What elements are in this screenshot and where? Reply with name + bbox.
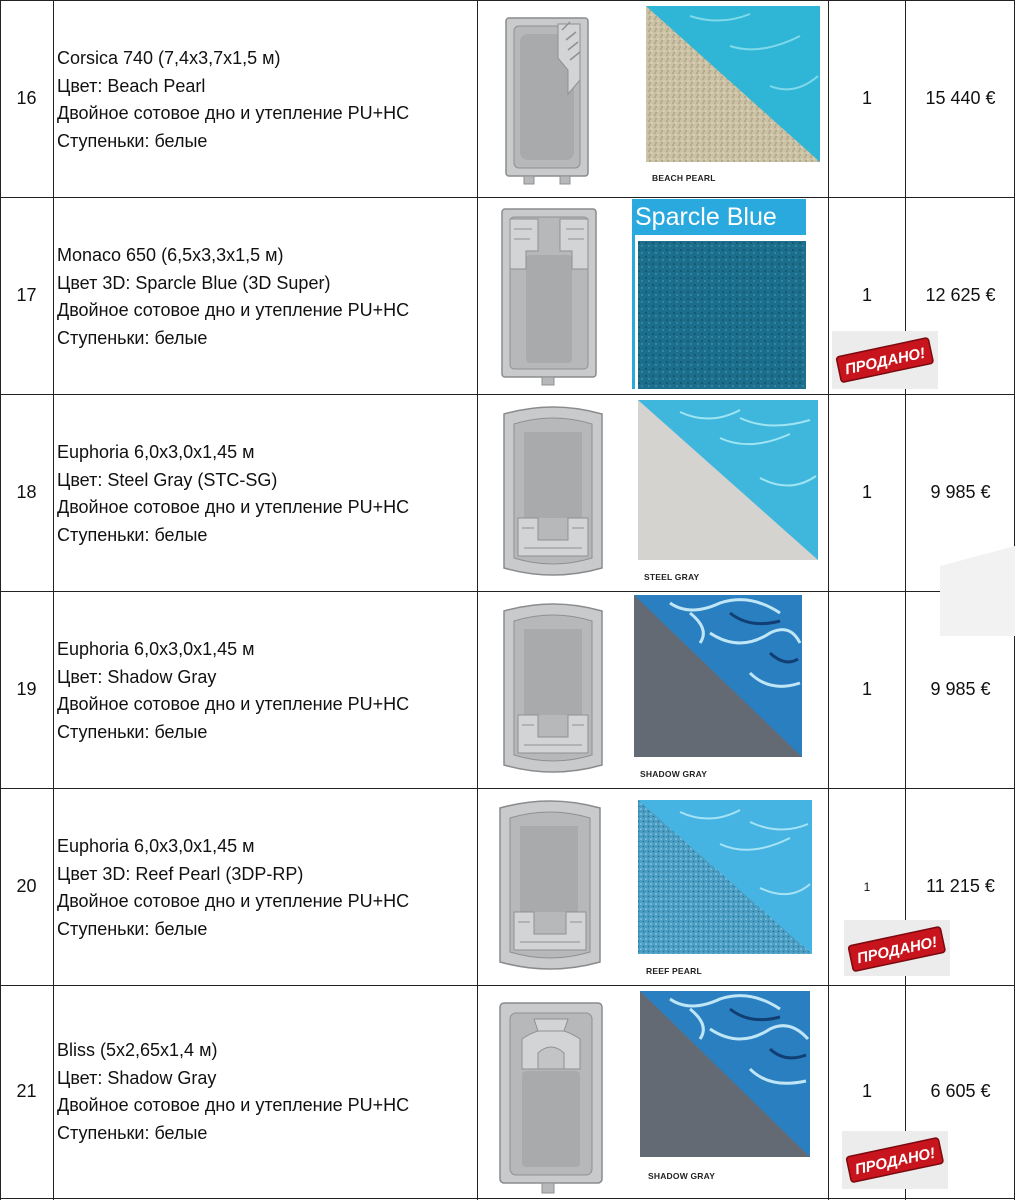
- pool-diagram-corsica: [478, 10, 628, 190]
- pool-color: Цвет 3D: Reef Pearl (3DP-RP): [57, 863, 304, 884]
- swatch-label: BEACH PEARL: [652, 173, 716, 183]
- table-row: [0, 985, 1015, 1198]
- pool-color: Цвет: Steel Gray (STC-SG): [57, 469, 278, 490]
- row-number: 21: [16, 1081, 37, 1101]
- color-swatch-beach-pearl: [630, 6, 827, 188]
- pool-diagram-euphoria: [478, 400, 628, 584]
- sold-sticker: [832, 331, 938, 389]
- pool-steps: Ступеньки: белые: [57, 918, 208, 939]
- pool-steps: Ступеньки: белые: [57, 721, 208, 742]
- pool-model: Corsica 740 (7,4х3,7х1,5 м): [57, 48, 281, 68]
- pool-steps: Ступеньки: белые: [57, 524, 208, 545]
- sold-label: ПРОДАНО!: [855, 933, 939, 968]
- quantity: 1: [863, 880, 871, 894]
- pool-color: Цвет: Beach Pearl: [57, 75, 206, 96]
- price: 9 985 €: [930, 482, 991, 502]
- pool-bottom: Двойное сотовое дно и утепление PU+HC: [57, 1095, 410, 1115]
- pool-diagram-monaco: [478, 205, 628, 387]
- pool-bottom: Двойное сотовое дно и утепление PU+HC: [57, 694, 410, 714]
- pool-model: Bliss (5х2,65х1,4 м): [57, 1040, 218, 1060]
- pool-description: [57, 636, 477, 746]
- pool-bottom: Двойное сотовое дно и утепление PU+HC: [57, 103, 410, 123]
- pool-description: [57, 242, 477, 352]
- pool-bottom: Двойное сотовое дно и утепление PU+HC: [57, 497, 410, 517]
- row-divider: [0, 1198, 1015, 1199]
- price: 11 215 €: [926, 876, 995, 896]
- row-number: 18: [16, 482, 37, 502]
- swatch-label: STEEL GRAY: [644, 572, 700, 582]
- table-row: [0, 0, 1015, 197]
- row-number: 17: [16, 285, 37, 305]
- price: 9 985 €: [930, 679, 991, 699]
- swatch-title: Sparcle Blue: [635, 203, 777, 231]
- quantity: 1: [861, 482, 872, 502]
- sold-sticker: [842, 1131, 948, 1189]
- price: 12 625 €: [925, 285, 996, 305]
- row-number: 16: [16, 88, 37, 108]
- swatch-label: SHADOW GRAY: [640, 769, 708, 779]
- pool-steps: Ступеньки: белые: [57, 130, 208, 151]
- pool-description: [57, 833, 477, 943]
- pool-steps: Ступеньки: белые: [57, 327, 208, 348]
- price: 6 605 €: [930, 1081, 991, 1101]
- table-row: [0, 788, 1015, 985]
- quantity: 1: [861, 1081, 872, 1101]
- pool-description: [57, 45, 477, 155]
- pool-description: [57, 439, 477, 549]
- color-swatch-steel-gray: [630, 398, 827, 584]
- sold-label: ПРОДАНО!: [843, 344, 927, 379]
- pool-model: Euphoria 6,0х3,0х1,45 м: [57, 442, 255, 462]
- row-number: 19: [16, 679, 37, 699]
- color-swatch-shadow-gray: [630, 989, 827, 1185]
- pool-model: Euphoria 6,0х3,0х1,45 м: [57, 639, 255, 659]
- pool-bottom: Двойное сотовое дно и утепление PU+HC: [57, 300, 410, 320]
- quantity: 1: [861, 88, 872, 108]
- swatch-label: SHADOW GRAY: [648, 1171, 716, 1181]
- pool-diagram-bliss: [478, 999, 628, 1195]
- price: 15 440 €: [925, 88, 996, 108]
- pool-steps: Ступеньки: белые: [57, 1122, 208, 1143]
- swatch-label: REEF PEARL: [646, 966, 702, 976]
- row-number: 20: [16, 876, 37, 896]
- color-swatch-reef-pearl: [630, 798, 827, 978]
- pool-diagram-euphoria: [478, 597, 628, 781]
- table-row: [0, 394, 1015, 591]
- pool-color: Цвет: Shadow Gray: [57, 666, 217, 687]
- pool-bottom: Двойное сотовое дно и утепление PU+HC: [57, 891, 410, 911]
- pool-model: Monaco 650 (6,5х3,3х1,5 м): [57, 245, 284, 265]
- table-row: [0, 591, 1015, 788]
- color-swatch-sparcle-blue: [630, 199, 827, 389]
- pool-color: Цвет 3D: Sparcle Blue (3D Super): [57, 272, 331, 293]
- table-row: [0, 197, 1015, 394]
- color-swatch-shadow-gray: [630, 593, 827, 781]
- sold-label: ПРОДАНО!: [853, 1144, 937, 1179]
- pool-color: Цвет: Shadow Gray: [57, 1067, 217, 1088]
- pool-diagram-euphoria: [478, 794, 628, 978]
- pool-description: [57, 1037, 477, 1147]
- sold-sticker: [844, 920, 950, 976]
- pool-model: Euphoria 6,0х3,0х1,45 м: [57, 836, 255, 856]
- scan-artifact: [940, 546, 1015, 636]
- quantity: 1: [861, 679, 872, 699]
- quantity: 1: [861, 285, 872, 305]
